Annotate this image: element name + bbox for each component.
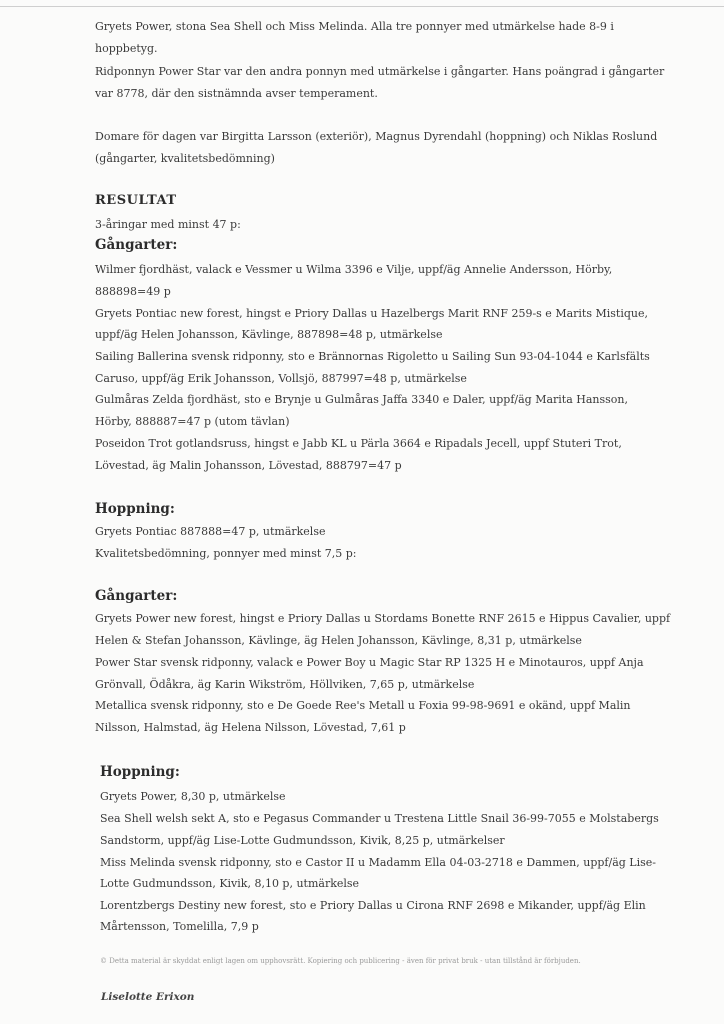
- result-line: Hörby, 888887=47 p (utom tävlan): [95, 415, 290, 428]
- intro-line: var 8778, där den sistnämnda avser temperament.: [95, 87, 378, 100]
- result-line: Gryets Pontiac 887888=47 p, utmärkelse: [95, 525, 326, 538]
- result-line: Miss Melinda svensk ridponny, sto e Castor II u Madamm Ella 04-03-2718 e Dammen, uppf/äg Lise-: [100, 856, 656, 869]
- intro-line: hoppbetyg.: [95, 42, 158, 55]
- results-heading: RESULTAT: [95, 193, 177, 208]
- quality-subheading: Kvalitetsbedömning, ponnyer med minst 7,5 p:: [95, 547, 357, 560]
- result-line: Sailing Ballerina svensk ridponny, sto e Brännornas Rigoletto u Sailing Sun 93-04-1044 e Karlsfälts: [95, 350, 650, 363]
- result-line: Gulmåras Zelda fjordhäst, sto e Brynje u Gulmåras Jaffa 3340 e Daler, uppf/äg Marita Hansson,: [95, 393, 629, 406]
- judges-line: Domare för dagen var Birgitta Larsson (exteriör), Magnus Dyrendahl (hoppning) och Niklas Roslund: [95, 130, 658, 143]
- result-line: Lövestad, äg Malin Johansson, Lövestad, 888797=47 p: [95, 459, 402, 472]
- author-signature: Liselotte Erixon: [101, 991, 195, 1003]
- result-line: Mårtensson, Tomelilla, 7,9 p: [100, 920, 259, 933]
- result-line: Poseidon Trot gotlandsruss, hingst e Jabb KL u Pärla 3664 e Ripadals Jecell, uppf Stuteri Trot,: [95, 437, 622, 450]
- copyright-notice: © Detta material är skyddat enligt lagen om upphovsrätt. Kopiering och publicering - även för privat bruk - utan tillstånd är förbjuden.: [100, 957, 581, 965]
- result-line: Sea Shell welsh sekt A, sto e Pegasus Commander u Trestena Little Snail 36-99-7055 e Molstabergs: [100, 812, 659, 825]
- result-line: Caruso, uppf/äg Erik Johansson, Vollsjö, 887997=48 p, utmärkelse: [95, 372, 467, 385]
- result-line: Metallica svensk ridponny, sto e De Goede Ree's Metall u Foxia 99-98-9691 e okänd, uppf Malin: [95, 699, 631, 712]
- result-line: Nilsson, Halmstad, äg Helena Nilsson, Lövestad, 7,61 p: [95, 721, 406, 734]
- intro-line: Ridponnyn Power Star var den andra ponnyn med utmärkelse i gångarter. Hans poängrad i gångarter: [95, 65, 665, 78]
- jumping-heading: Hoppning:: [95, 501, 175, 517]
- result-line: 888898=49 p: [95, 285, 171, 298]
- result-line: Lotte Gudmundsson, Kivik, 8,10 p, utmärkelse: [100, 877, 360, 890]
- judges-line: (gångarter, kvalitetsbedömning): [95, 152, 275, 165]
- result-line: Sandstorm, uppf/äg Lise-Lotte Gudmundsson, Kivik, 8,25 p, utmärkelser: [100, 834, 505, 847]
- result-line: Lorentzbergs Destiny new forest, sto e Priory Dallas u Cirona RNF 2698 e Mikander, uppf/äg Elin: [100, 899, 646, 912]
- result-line: Gryets Pontiac new forest, hingst e Priory Dallas u Hazelbergs Marit RNF 259-s e Marits Mistique,: [95, 307, 648, 320]
- gaits-heading: Gångarter:: [95, 237, 178, 253]
- result-line: uppf/äg Helen Johansson, Kävlinge, 887898=48 p, utmärkelse: [95, 328, 443, 341]
- scan-edge-line: [0, 6, 724, 7]
- result-line: Gryets Power new forest, hingst e Priory Dallas u Stordams Bonette RNF 2615 e Hippus Cavalier, uppf: [95, 612, 671, 625]
- result-line: Wilmer fjordhäst, valack e Vessmer u Wilma 3396 e Vilje, uppf/äg Annelie Andersson, Hörby,: [95, 263, 613, 276]
- gaits-heading: Gångarter:: [95, 588, 178, 604]
- result-line: Gryets Power, 8,30 p, utmärkelse: [100, 790, 286, 803]
- result-line: Grönvall, Ödåkra, äg Karin Wikström, Höllviken, 7,65 p, utmärkelse: [95, 678, 475, 691]
- intro-line: Gryets Power, stona Sea Shell och Miss Melinda. Alla tre ponnyer med utmärkelse hade 8-9 i: [95, 20, 614, 33]
- result-line: Helen & Stefan Johansson, Kävlinge, äg Helen Johansson, Kävlinge, 8,31 p, utmärkelse: [95, 634, 582, 647]
- result-line: Power Star svensk ridponny, valack e Power Boy u Magic Star RP 1325 H e Minotauros, uppf Anja: [95, 656, 644, 669]
- jumping-heading: Hoppning:: [100, 764, 180, 780]
- results-subheading: 3-åringar med minst 47 p:: [95, 218, 241, 231]
